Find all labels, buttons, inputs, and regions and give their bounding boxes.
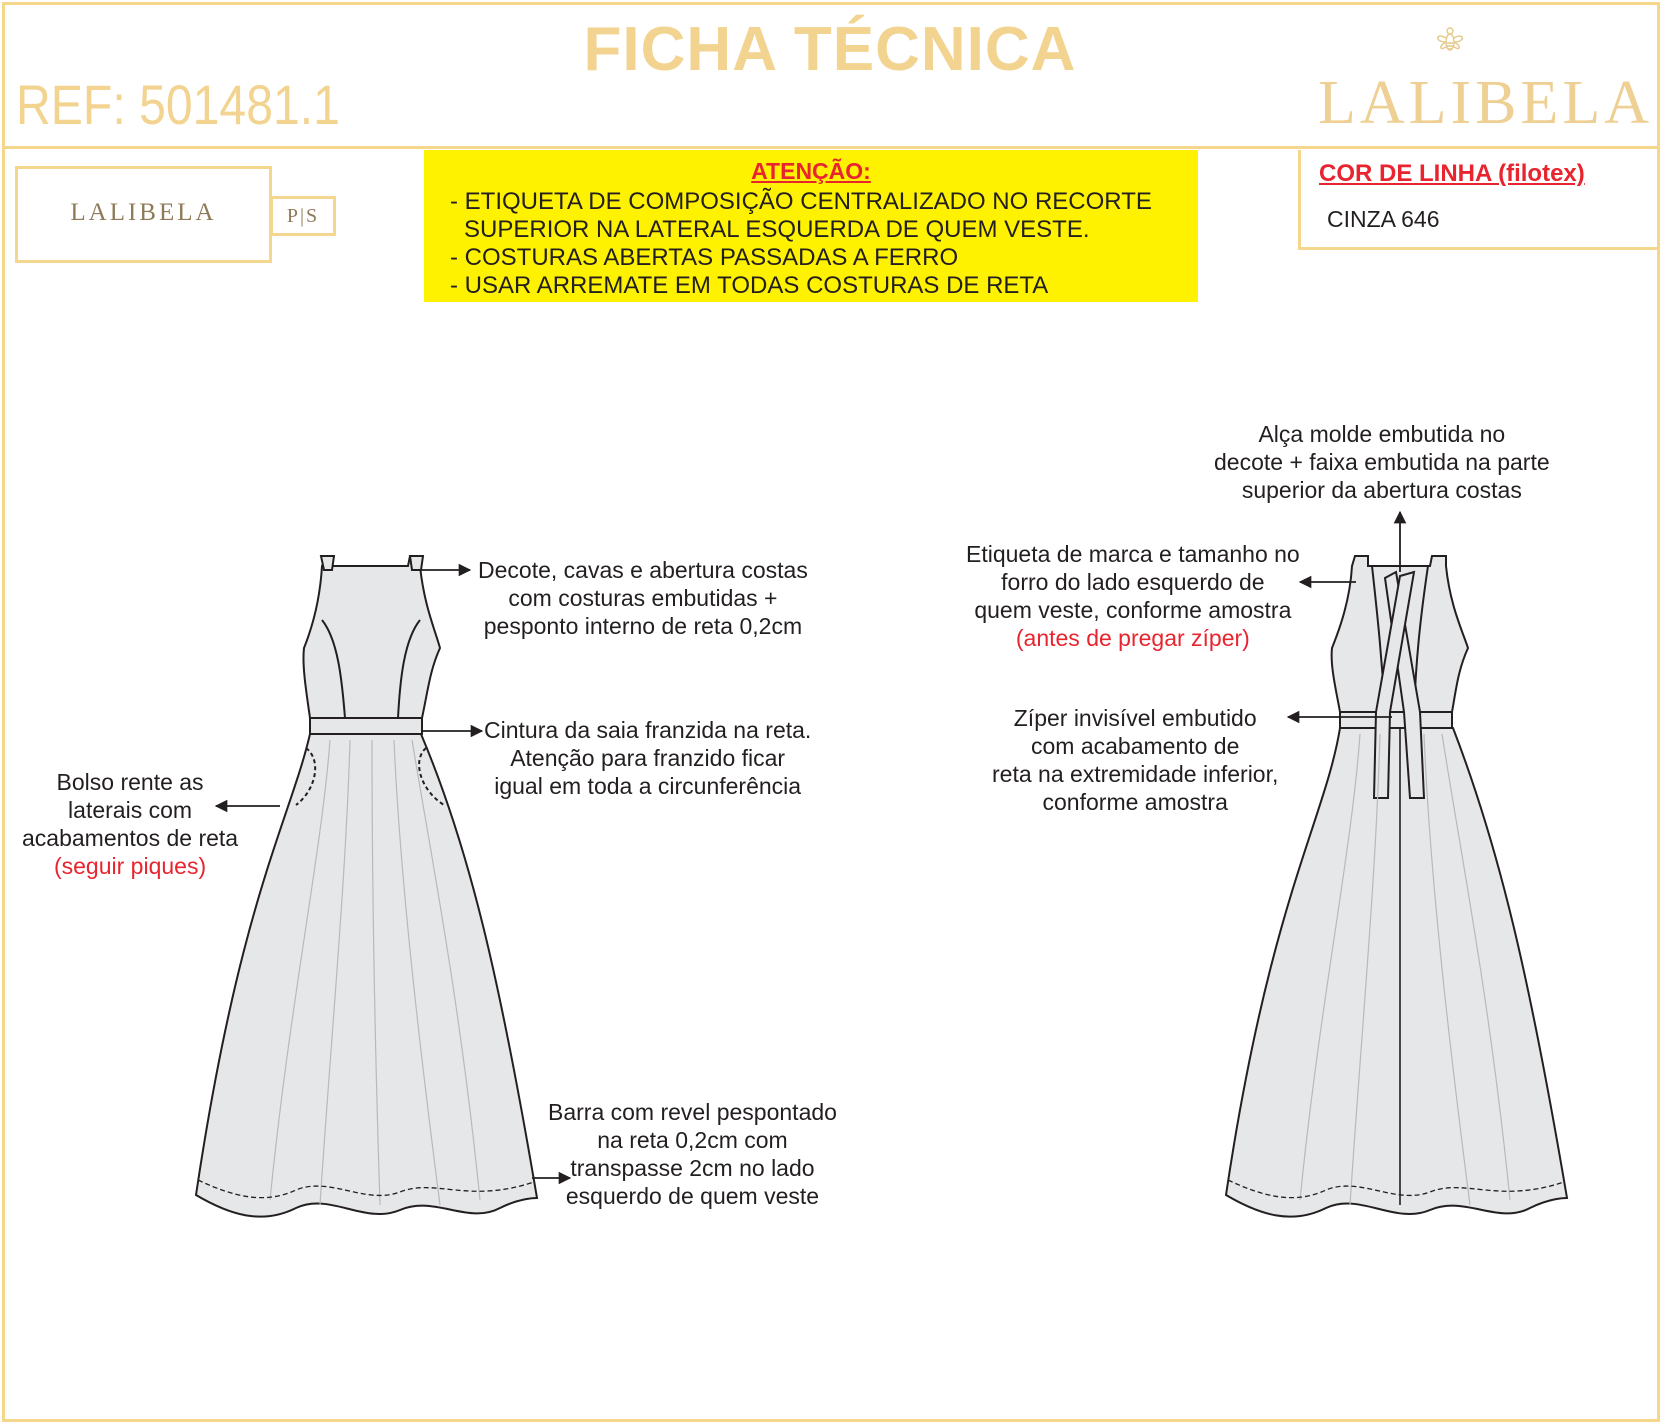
note-waist: Cintura da saia franzida na reta. Atenção para franzido ficar igual em toda a circunferência: [484, 717, 812, 799]
front-strap-left: [321, 556, 334, 570]
note-pocket: Bolso rente as laterais com acabamentos de reta (seguir piques): [22, 769, 239, 879]
size-tab: P|S: [270, 196, 336, 236]
front-strap-right: [410, 556, 423, 570]
brand-logo: LALIBELA: [1318, 69, 1654, 137]
page-title: FICHA TÉCNICA: [583, 15, 1077, 84]
attention-line-1: - ETIQUETA DE COMPOSIÇÃO CENTRALIZADO NO RECORTE: [450, 188, 1152, 215]
thread-color-title: COR DE LINHA (filotex): [1319, 160, 1585, 187]
front-bodice: [303, 556, 440, 718]
attention-line-2: SUPERIOR NA LATERAL ESQUERDA DE QUEM VESTE.: [464, 216, 1090, 243]
note-neckline: Decote, cavas e abertura costas com costuras embutidas + pesponto interno de reta 0,2cm: [478, 557, 808, 639]
reference-code: REF: 501481.1: [16, 73, 340, 136]
note-zipper: Zíper invisível embutido com acabamento de reta na extremidade inferior, conforme amostra: [992, 705, 1279, 815]
note-tag: Etiqueta de marca e tamanho no forro do lado esquerdo de quem veste, conforme amostra (antes de pregar zíper): [966, 541, 1300, 651]
label-brand-text: LALIBELA: [70, 199, 217, 226]
back-dress-drawing: [1226, 556, 1567, 1217]
front-dress-drawing: [196, 556, 537, 1217]
attention-title: ATENÇÃO:: [751, 158, 871, 184]
attention-line-4: - USAR ARREMATE EM TODAS COSTURAS DE RETA: [450, 272, 1049, 299]
note-hem: Barra com revel pespontado na reta 0,2cm com transpasse 2cm no lado esquerdo de quem veste: [548, 1099, 837, 1209]
back-waistband: [1340, 712, 1452, 728]
front-waistband: [310, 718, 422, 734]
attention-line-3: - COSTURAS ABERTAS PASSADAS A FERRO: [450, 244, 959, 271]
thread-color-value: CINZA 646: [1327, 206, 1440, 232]
note-strap: Alça molde embutida no decote + faixa embutida na parte superior da abertura costas: [1214, 421, 1550, 503]
